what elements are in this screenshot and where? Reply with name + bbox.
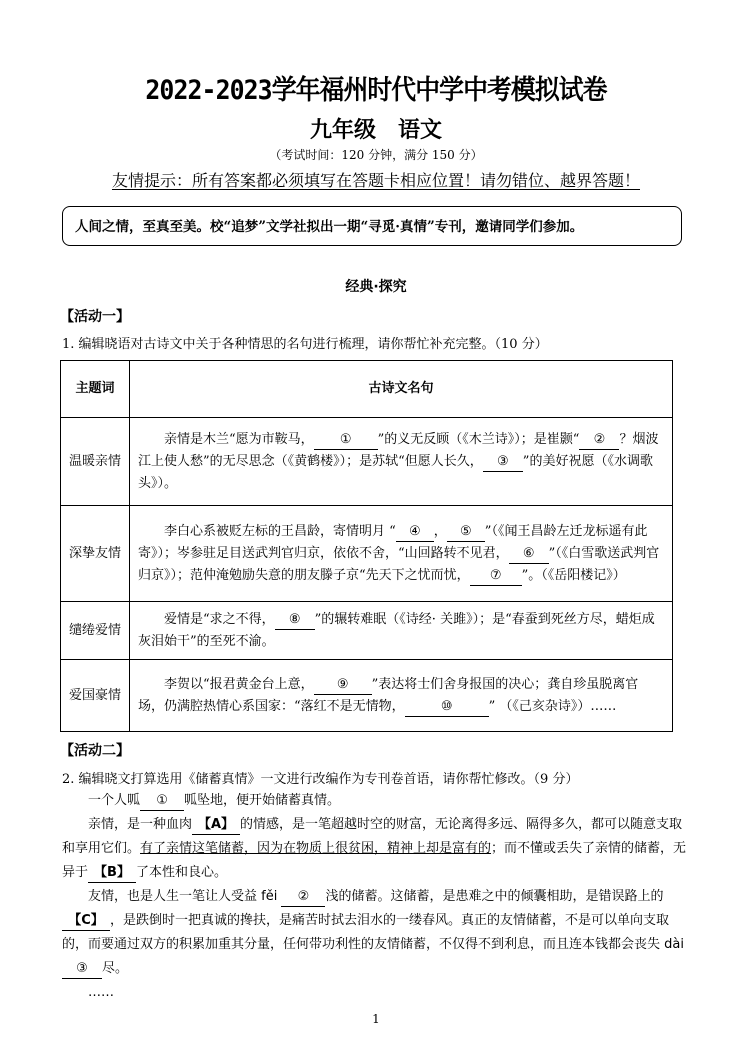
activity1-label: 【活动一】 bbox=[60, 309, 130, 325]
answer-blank[interactable]: ② bbox=[579, 431, 619, 450]
section-title: 经典·探究 bbox=[345, 279, 407, 295]
theme-cell: 爱国豪情 bbox=[61, 660, 130, 732]
answer-blank[interactable]: ⑨ bbox=[314, 676, 372, 695]
passage-ellipsis: …… bbox=[88, 985, 114, 1000]
answer-blank[interactable]: ③ bbox=[62, 960, 102, 979]
activity2-label: 【活动二】 bbox=[60, 743, 130, 759]
answer-blank[interactable]: ② bbox=[281, 888, 325, 907]
exam-subtitle bbox=[0, 113, 752, 144]
passage bbox=[62, 789, 692, 1005]
answer-blank[interactable]: ① bbox=[140, 792, 184, 811]
answer-blank[interactable]: ④ bbox=[396, 523, 434, 542]
answer-blank[interactable]: 【A】 bbox=[192, 816, 240, 835]
answer-blank[interactable]: ⑥ bbox=[509, 545, 549, 564]
quote-cell: 爱情是“求之不得， ⑧ ”的辗转难眠（《诗经· 关雎》）；是“春蚕到死丝方尽，蜡炬成灰泪始干”的至死不渝。 bbox=[130, 602, 673, 660]
answer-blank[interactable]: ⑦ bbox=[470, 567, 522, 586]
page-number: 1 bbox=[372, 1012, 380, 1026]
quote-cell: 李贺以“报君黄金台上意， ⑨ ”表达将士们舍身报国的决心；龚自珍虽脱离官场，仍满腔热情心系国家：“落红不是无情物， ⑩ ” （《己亥杂诗》）…… bbox=[130, 660, 673, 732]
grade-label: 九年级 bbox=[309, 117, 376, 143]
intro-box: 人间之情，至真至美。校“追梦”文学社拟出一期“寻觅·真情”专刊，邀请同学们参加。 bbox=[62, 206, 682, 246]
theme-cell: 深挚友情 bbox=[61, 506, 130, 602]
answer-blank[interactable]: 【C】 bbox=[62, 912, 110, 931]
poem-table bbox=[60, 360, 673, 732]
table-header-quotes: 古诗文名句 bbox=[130, 361, 673, 418]
theme-cell: 温暖亲情 bbox=[61, 418, 130, 506]
answer-blank[interactable]: ⑩ bbox=[405, 698, 489, 717]
quote-cell: 亲情是木兰“愿为市鞍马， ① ”的义无反顾（《木兰诗》）；是崔颢“ ② ？烟波江上使人愁”的无尽思念（《黄鹤楼》）；是苏轼“但愿人长久， ③ ”的美好祝愿（《水调歌头》）。 bbox=[130, 418, 673, 506]
passage-paragraph: 一个人呱 ① 呱坠地，便开始储蓄真情。 bbox=[62, 789, 692, 813]
exam-time-info: （考试时间：120 分钟，满分 150 分） bbox=[269, 148, 483, 162]
table-header-theme: 主题词 bbox=[61, 361, 130, 418]
question2-text: 2. 编辑晓文打算选用《储蓄真情》一文进行改编作为专刊卷首语，请你帮忙修改。（9 分） bbox=[62, 772, 579, 787]
answer-blank[interactable]: ⑤ bbox=[447, 523, 485, 542]
exam-title: 2022-2023学年福州时代中学中考模拟试卷 bbox=[145, 75, 607, 106]
passage-paragraph: 友情，也是人生一笔让人受益 fěi ② 浅的储蓄。这储蓄，是患难之中的倾囊相助，是错误路上的【C】 ，是跌倒时一把真诚的搀扶，是痛苦时拭去泪水的一缕春风。真正的友情储蓄，不是可以单向支取的，而要通过双方的积累加重其分量，任何带功利性的友情储蓄，不仅得不到利息，而且连本钱都会丧失 dài ③ 尽。 bbox=[62, 885, 692, 981]
passage-paragraph: 亲情，是一种血肉 【A】 的情感，是一笔超越时空的财富，无论离得多远、隔得多久，都可以随意支取和享用它们。有了亲情这笔储蓄，因为在物质上很贫困，精神上却是富有的；而不懂或丢失了亲情的储蓄，无异于 【B】 了本性和良心。 bbox=[62, 813, 692, 885]
theme-cell: 缱绻爱情 bbox=[61, 602, 130, 660]
subject-label: 语文 bbox=[398, 117, 443, 143]
marked-sentence: 有了亲情这笔储蓄，因为在物质上很贫困，精神上却是富有的 bbox=[140, 841, 492, 856]
question1-text: 1. 编辑晓语对古诗文中关于各种情思的名句进行梳理，请你帮忙补充完整。（10 分） bbox=[62, 337, 548, 352]
answer-blank[interactable]: ① bbox=[314, 431, 378, 450]
answer-tip: 友情提示：所有答案都必须填写在答题卡相应位置！请勿错位、越界答题！ bbox=[111, 171, 640, 190]
answer-blank[interactable]: 【B】 bbox=[88, 864, 136, 883]
quote-cell: 李白心系被贬左标的王昌龄，寄情明月 “ ④ ， ⑤ ”（《闻王昌龄左迁龙标遥有此寄》）；岑参驻足目送武判官归京，依依不舍，“山回路转不见君， ⑥ ”（《白雪歌送武判官归京》）；范仲淹勉励失意的朋友滕子京“先天下之忧而忧， ⑦ ”。（《岳阳楼记》） bbox=[130, 506, 673, 602]
answer-blank[interactable]: ③ bbox=[483, 453, 523, 472]
answer-blank[interactable]: ⑧ bbox=[275, 611, 315, 630]
